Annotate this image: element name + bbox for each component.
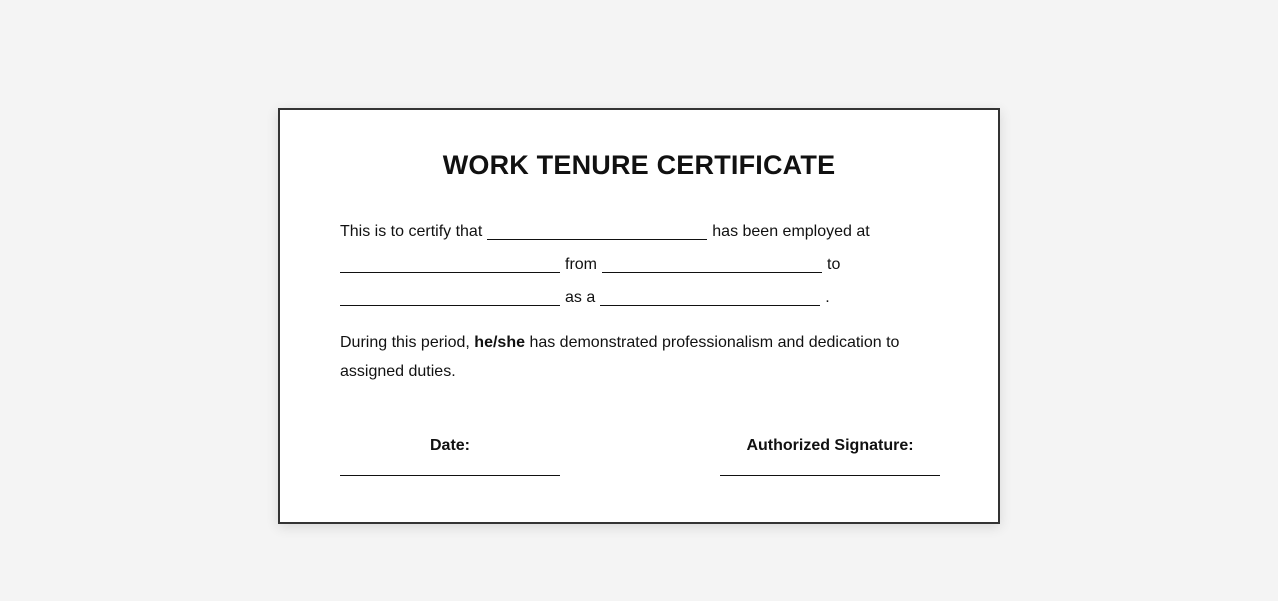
position-blank[interactable] <box>600 287 820 306</box>
statement-employed-at: has been employed at <box>712 223 870 240</box>
end-date-blank[interactable] <box>340 287 560 306</box>
certificate-title: WORK TENURE CERTIFICATE <box>442 150 836 180</box>
signature-line[interactable] <box>720 475 940 476</box>
statement-to: to <box>827 256 841 273</box>
performance-before: During this period, <box>340 334 470 351</box>
statement-line-3 <box>340 281 940 314</box>
date-line[interactable] <box>340 475 560 476</box>
company-name-blank[interactable] <box>340 254 560 273</box>
date-block <box>340 434 560 476</box>
certificate-card <box>278 108 1000 524</box>
statement-as-a: as a <box>565 289 596 306</box>
employee-name-blank[interactable] <box>487 221 707 240</box>
performance-after: has demonstrated professionalism and dedication to assigned duties. <box>340 334 900 380</box>
certification-statement <box>340 215 940 314</box>
statement-line-2 <box>340 248 940 281</box>
statement-prefix: This is to certify that <box>340 223 483 240</box>
statement-period: . <box>825 289 830 306</box>
pronoun-bold: he/she <box>474 334 525 351</box>
signature-label: Authorized Signature: <box>746 437 914 454</box>
statement-line-1 <box>340 215 940 248</box>
start-date-blank[interactable] <box>602 254 822 273</box>
date-label: Date: <box>429 437 470 454</box>
signature-block <box>720 434 940 476</box>
statement-from: from <box>565 256 597 273</box>
performance-statement <box>340 328 945 386</box>
